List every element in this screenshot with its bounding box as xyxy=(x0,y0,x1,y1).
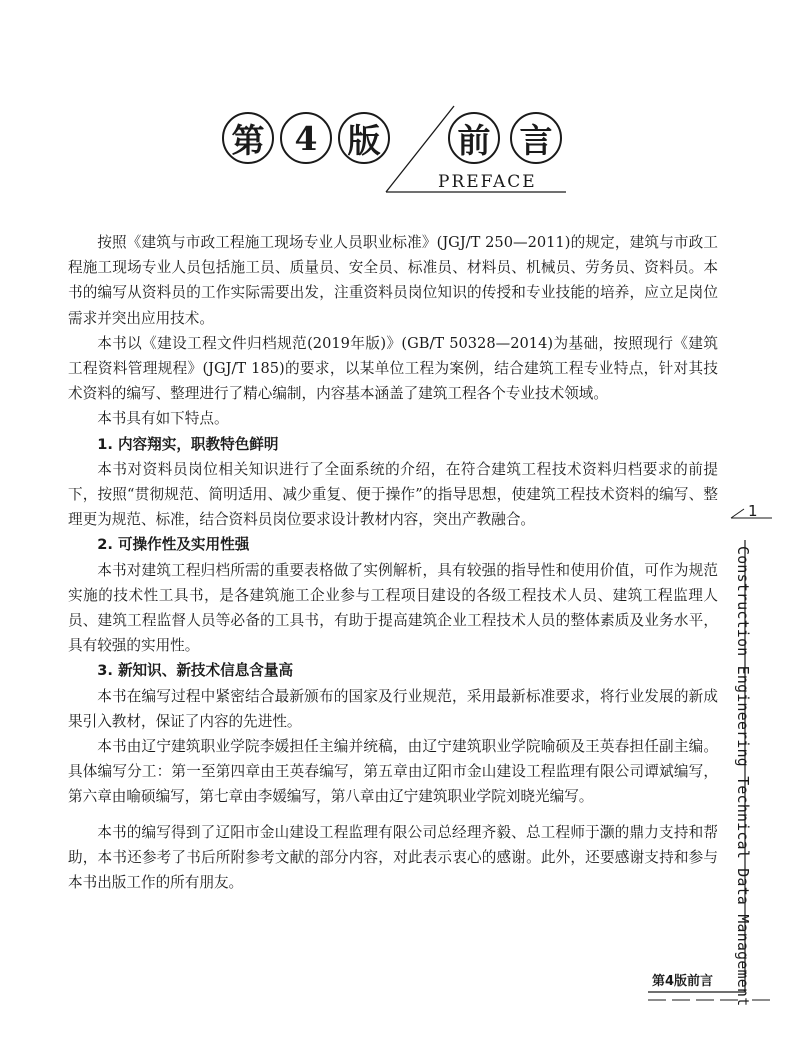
paragraph: 本书由辽宁建筑职业学院李媛担任主编并统稿，由辽宁建筑职业学院喻硕及王英春担任副主编。具体编写分工：第一至第四章由王英春编写，第五章由辽阳市金山建设工程监理有限公司谭斌编写，第六章由喻硕编写，第七章由李媛编写，第八章由辽宁建筑职业学院刘晓光编写。 xyxy=(68,738,718,806)
title-char-1: 第 xyxy=(222,112,274,164)
preface-char-2: 言 xyxy=(510,112,562,164)
paragraph: 本书具有如下特点。 xyxy=(97,410,229,428)
page-number: 1 xyxy=(748,502,758,520)
running-footer-label: 第4版前言 xyxy=(652,974,714,989)
section-heading: 3. 新知识、新技术信息含量高 xyxy=(97,662,294,680)
section-heading: 1. 内容翔实，职教特色鲜明 xyxy=(97,435,279,453)
paragraph: 本书的编写得到了辽阳市金山建设工程监理有限公司总经理齐毅、总工程师于灏的鼎力支持和帮助，本书还参考了书后所附参考文献的部分内容，对此表示衷心的感谢。此外，还要感谢支持和参与本书出版工作的所有朋友。 xyxy=(68,823,718,892)
section-heading: 2. 可操作性及实用性强 xyxy=(97,536,250,554)
preface-english: PREFACE xyxy=(438,172,537,192)
preface-title xyxy=(448,112,562,164)
preface-body xyxy=(68,230,718,895)
paragraph: 按照《建筑与市政工程施工现场专业人员职业标准》(JGJ/T 250—2011)的规定，建筑与市政工程施工现场专业人员包括施工员、质量员、安全员、标准员、材料员、机械员、劳务员、资料员。本书的编写从资料员的工作实际需要出发，注重资料员岗位知识的传授和专业技能的培养，应立足岗位需求并突出应用技术。 xyxy=(68,234,718,327)
book-title-vertical: Construction Engineering Technical Data Management xyxy=(734,546,751,1007)
paragraph: 本书对资料员岗位相关知识进行了全面系统的介绍，在符合建筑工程技术资料归档要求的前提下，按照“贯彻规范、简明适用、减少重复、便于操作”的指导思想，使建筑工程技术资料的编写、整理更为规范、标准，结合资料员岗位要求设计教材内容，突出产教融合。 xyxy=(68,460,718,529)
title-char-2: 4 xyxy=(280,112,332,164)
title-char-3: 版 xyxy=(338,112,390,164)
preface-char-1: 前 xyxy=(448,112,500,164)
paragraph: 本书以《建设工程文件归档规范(2019年版)》(GB/T 50328—2014)为基础，按照现行《建筑工程资料管理规程》(JGJ/T 185)的要求，以某单位工程为案例，结合建筑工程专业特点，针对其技术资料的编写、整理进行了精心编制，内容基本涵盖了建筑工程各个专业技术领域。 xyxy=(68,334,718,403)
edition-title xyxy=(222,112,396,164)
paragraph-gap xyxy=(68,810,718,820)
paragraph: 本书对建筑工程归档所需的重要表格做了实例解析，具有较强的指导性和使用价值，可作为规范实施的技术性工具书，是各建筑施工企业参与工程项目建设的各级工程技术人员、建筑工程监理人员、建筑工程监督人员等必备的工具书，有助于提高建筑企业工程技术人员的整体素质及业务水平，具有较强的实用性。 xyxy=(68,561,718,655)
paragraph: 本书在编写过程中紧密结合最新颁布的国家及行业规范，采用最新标准要求，将行业发展的新成果引入教材，保证了内容的先进性。 xyxy=(68,687,718,730)
